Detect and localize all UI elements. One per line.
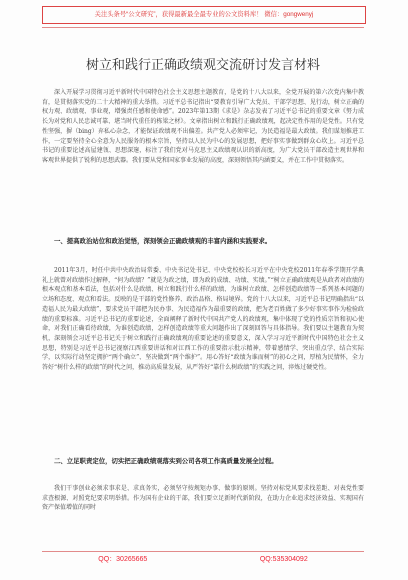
section-1-heading: 一、提高政治站位和政治觉悟，深刻领会正确政绩观的丰富内涵和实践要求。 bbox=[54, 237, 272, 245]
section-2-body bbox=[42, 484, 364, 515]
qq-contact-2: QQ:535304092 bbox=[259, 556, 308, 563]
section-2-heading: 二、立足职责定位，切实把正确政绩观落实到公司各项工作高质量发展全过程。 bbox=[54, 457, 278, 465]
promo-banner: 关注头条号“公文研究”，获得最新最全最专业的公文资料库！ 微信：gongwenyj bbox=[42, 6, 366, 24]
header-divider bbox=[42, 27, 364, 28]
intro-section bbox=[42, 88, 364, 168]
section-1-paragraph: 2011年3月，时任中共中央政治局常委、中央书记处书记、中央党校校长习近平在中央党校2011年春季学期开学典礼上就曾对政绩作过解释，“何为政绩？”就是为政之绩，即为政的成绩、功绩、实绩。”“树立正确政绩观是从政者对政绩的根本观点和基本看法，包括对什么是政绩、树立和践行什么样的政绩、为谁树立政绩、怎样创造政绩等一系列基本问题的立场和态度、观点和看法。反映的是干部的党性修养、政治品格、格局境界。党的十八大以来，习近平总书记明确指出“以造福人民为最大政绩”，要求党员干部把为民办事、为民造福作为最重要的政绩，把为老百姓做了多少好事实事作为检验政绩的重要标准。习近平总书记的重要论述，全面阐释了新时代中国共产党人的政绩观，集中体现了党的性质宗旨和初心使命，对我们正确看待政绩，为谁创造政绩，怎样创造政绩等重大问题作出了深刻回答与具体指导。我们要以主题教育为契机，深刻领会习近平总书记关于树立和践行正确政绩观的重要论述的重要意义，深入学习习近平新时代中国特色社会主义思想，特别是习近平总书记视察江西重要讲话和对江西工作的重要指示批示精神，带着感情学、突出重点学、结合实际学，以实际行动坚定拥护“两个确立”、坚决做到“两个维护”。用心答好“政绩为谁而树”的初心之问，厚植为民情怀，全力答好“树什么样的政绩”的时代之问，推动高质量发展，从严答好“靠什么树政绩”的实践之问，淬炼过硬党性。 bbox=[42, 267, 364, 372]
footer-divider bbox=[42, 551, 364, 552]
intro-paragraph: 深入开展学习贯彻习近平新时代中国特色社会主义思想主题教育，是党的十八大以来，全党开展的第六次党内集中教育，是贯彻落实党的二十大精神的重大举措。习近平总书记指出“要教育引导广大党员、干部学思想、见行动，树立正确的权力观、政绩观、事业观，增强责任感和使命感”。2023年第13期《求是》杂志发表了习近平总书记的重要文章《努力成长为对党和人民忠诚可靠、堪当时代重任的栋梁之材》。文章指出树立和践行正确政绩观，起决定性作用的是党性。只有党性坚强，摒（bing）弃私心杂念，才能保证政绩观不出偏差。共产党人必须牢记，为民造福是最大政绩。我们谋划推进工作，一定要坚持全心全意为人民服务的根本宗旨，坚持以人民为中心的发展思想，把好事实事做到群众心坎上。习近平总书记的重要论述高屋建瓴、思想深邃，标注了我们党对马克思主义政绩观认识的新高度，为广大党员干部改造主观世界和客观世界提供了锐利的思想武器。我们要从党和国家事业发展的高度，深刻领悟其内涵要义，并在工作中贯彻落实。 bbox=[42, 89, 364, 164]
qq-contact-1: QQ：30265665 bbox=[98, 556, 148, 563]
contact-footer bbox=[42, 554, 364, 566]
section-1-body bbox=[42, 266, 364, 375]
document-title: 树立和践行正确政绩观交流研讨发言材料 bbox=[85, 58, 320, 73]
section-2-paragraph: 我们干事创业必须求事求是、求真务实，必须坚守按规矩办事、做事的原则。坚持对标党风要求找差距、对表党性要求查根源、对照党纪要求明举措。作为国有企业的干部，我们要立足新时代新阶段，在助力企业追求经济效益、实现国有资产保值增值的同时 bbox=[42, 485, 364, 512]
